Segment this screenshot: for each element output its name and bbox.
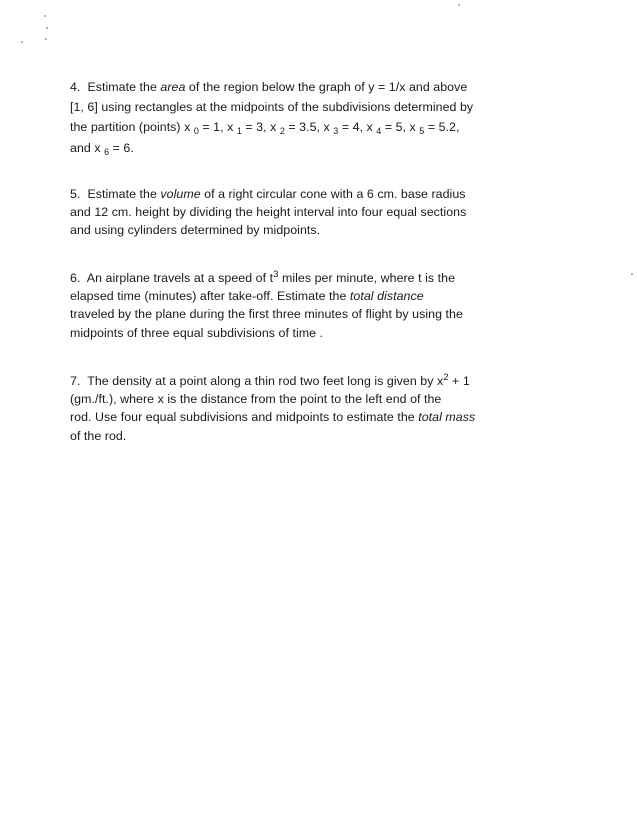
problem-text: the partition (points) x [70, 120, 194, 135]
problem-6-line-1 [70, 269, 510, 287]
problem-number: 7. [70, 374, 81, 388]
emphasis-volume: volume [160, 187, 201, 201]
problem-text: = 3.5, x [284, 120, 334, 135]
problem-6-line-3: traveled by the plane during the first three minutes of flight by using the [70, 307, 463, 322]
emphasis-area: area [160, 80, 186, 94]
subscript: 5 [419, 126, 425, 137]
subscript: 4 [376, 126, 382, 137]
subscript: 6 [104, 146, 110, 157]
problem-text: = 5, x [381, 120, 420, 135]
subscript: 0 [193, 126, 199, 137]
problem-text: and x [70, 140, 105, 155]
problem-7-line-2: (gm./ft.), where x is the distance from the point to the left end of the [70, 392, 442, 407]
problem-text: = 3, x [241, 120, 280, 135]
problem-text: rod. Use four equal subdivisions and midpoints to estimate the [70, 410, 419, 425]
subscript: 1 [236, 126, 242, 137]
scan-speck [46, 27, 48, 29]
subscript: 2 [279, 126, 285, 137]
problem-text: = 6. [109, 140, 134, 155]
problem-5 [70, 185, 510, 240]
emphasis-total-mass: total mass [418, 410, 476, 425]
problem-4 [70, 78, 515, 157]
problem-text: of the region below the graph of y = 1/x and above [185, 80, 468, 94]
scan-speck [44, 15, 46, 17]
problem-6-line-4: midpoints of three equal subdivisions of time . [70, 325, 324, 340]
problem-text: of a right circular cone with a 6 cm. base radius [200, 187, 466, 201]
problem-number: 6. [70, 271, 81, 285]
problem-7-line-3 [70, 408, 510, 426]
problem-4-line-4 [70, 139, 515, 157]
problem-text: Estimate the [87, 187, 161, 201]
problem-text: The density at a point along a thin rod two feet long is given by x [87, 374, 444, 388]
scan-speck [458, 4, 460, 6]
superscript: 3 [273, 269, 279, 280]
scan-speck [45, 38, 47, 40]
problem-4-line-2: [1, 6] using rectangles at the midpoints of the subdivisions determined by [70, 100, 474, 115]
problem-4-line-1 [70, 78, 515, 96]
problem-6 [70, 269, 510, 342]
scan-speck [631, 273, 633, 275]
problem-text: = 1, x [198, 120, 237, 135]
subscript: 3 [333, 126, 339, 137]
problem-7 [70, 372, 510, 445]
problem-6-line-2 [70, 287, 510, 305]
problem-text: An airplane travels at a speed of t [86, 271, 274, 285]
problem-5-line-2: and 12 cm. height by dividing the height interval into four equal sections [70, 205, 467, 220]
problem-text: = 4, x [338, 120, 377, 135]
problem-number: 4. [70, 80, 81, 94]
superscript: 2 [443, 372, 449, 383]
problem-7-line-1 [70, 372, 510, 390]
problem-text: Estimate the [87, 80, 161, 94]
problem-text: + 1 [448, 374, 470, 388]
emphasis-total-distance: total distance [349, 289, 424, 304]
problem-7-line-4: of the rod. [70, 428, 127, 443]
problem-5-line-1 [70, 185, 510, 203]
scan-speck [21, 41, 23, 43]
problem-text: elapsed time (minutes) after take-off. Estimate the [70, 289, 350, 304]
problem-4-line-3 [70, 118, 515, 136]
problem-text: miles per minute, where t is the [278, 271, 456, 285]
problem-number: 5. [70, 187, 81, 201]
problem-5-line-3: and using cylinders determined by midpoints. [70, 223, 321, 238]
problem-text: = 5.2, [424, 120, 460, 135]
